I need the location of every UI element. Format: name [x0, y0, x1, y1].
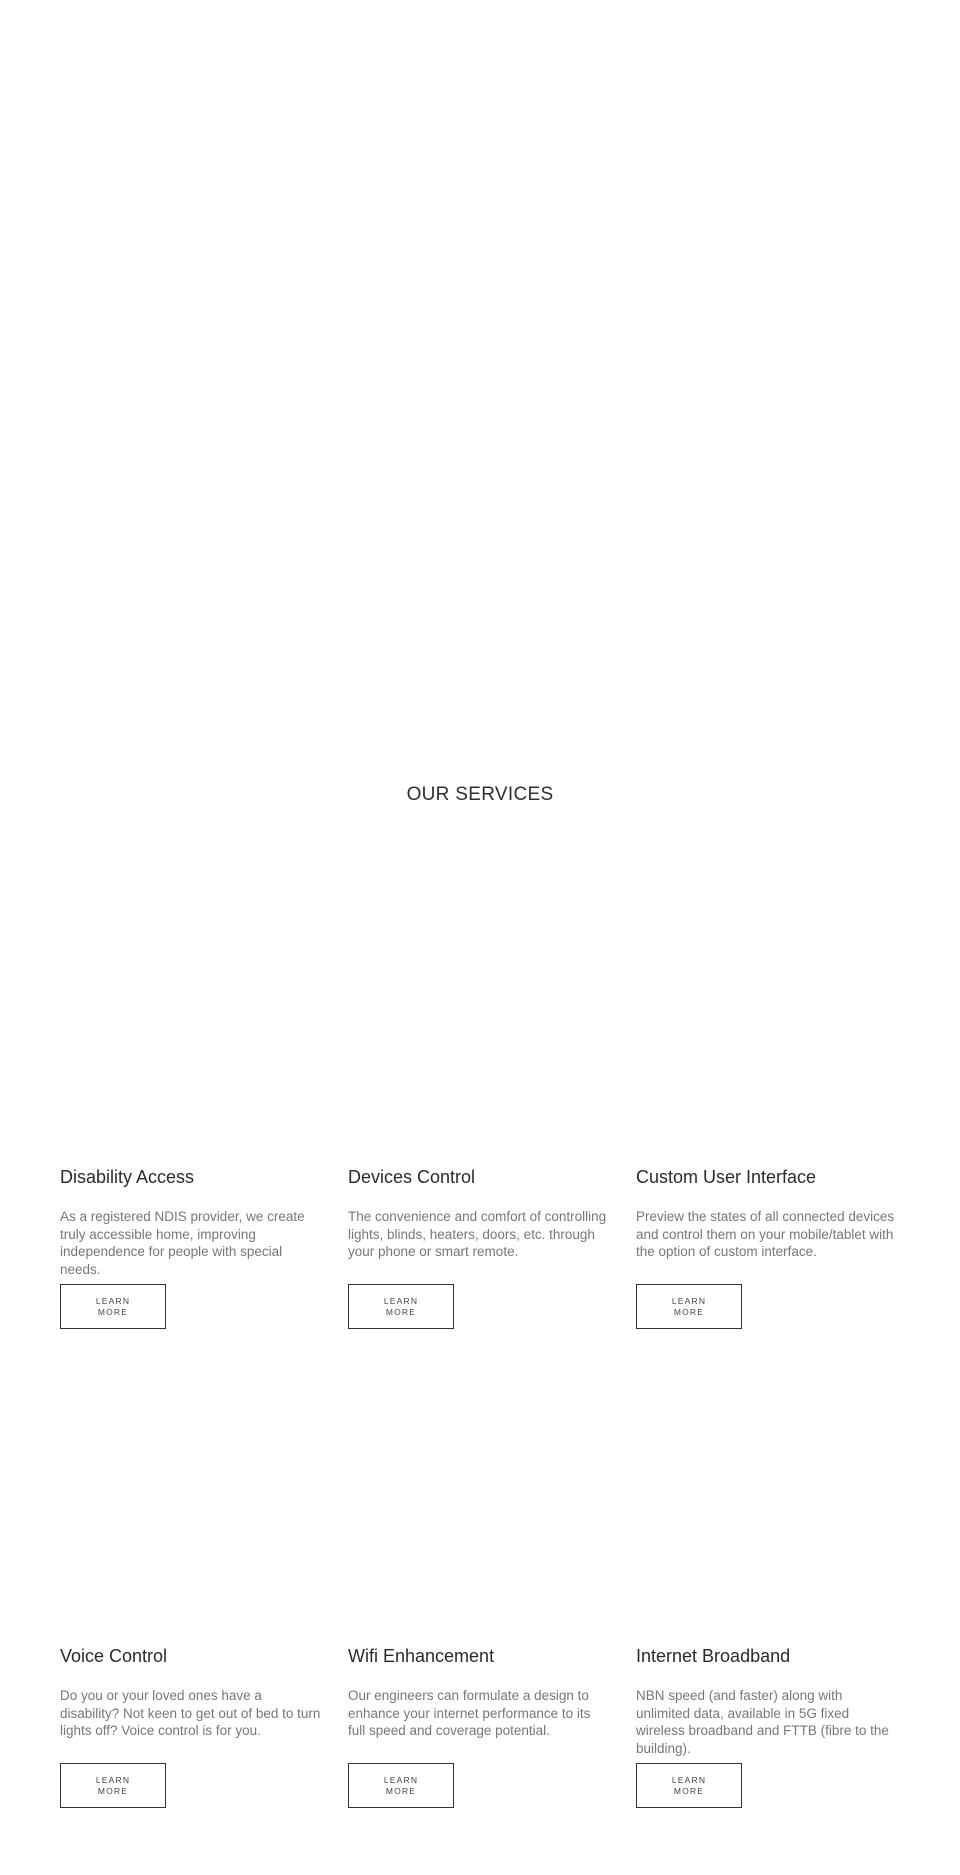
learn-more-button[interactable]: LEARN MORE	[348, 1284, 454, 1329]
hero-area	[0, 0, 960, 760]
learn-more-button[interactable]: LEARN MORE	[636, 1763, 742, 1808]
service-title: Voice Control	[60, 1646, 168, 1666]
service-description: Do you or your loved ones have a disability? Not keen to get out of bed to turn lights off? Voice control is for you.	[60, 1688, 321, 1738]
service-description: NBN speed (and faster) along with unlimited data, available in 5G fixed wireless broadband and FTTB (fibre to the building).	[636, 1688, 889, 1756]
learn-more-button[interactable]: LEARN MORE	[348, 1763, 454, 1808]
section-title: OUR SERVICES	[406, 784, 554, 805]
learn-more-button[interactable]: LEARN MORE	[60, 1763, 166, 1808]
service-description: Our engineers can formulate a design to enhance your internet performance to its full speed and coverage potential.	[348, 1688, 591, 1738]
service-title: Internet Broadband	[636, 1646, 791, 1666]
service-title: Custom User Interface	[636, 1167, 817, 1187]
service-description: Preview the states of all connected devices and control them on your mobile/tablet with the option of custom interface.	[636, 1209, 895, 1259]
service-description: As a registered NDIS provider, we create truly accessible home, improving independence for people with special needs.	[60, 1209, 305, 1277]
service-description: The convenience and comfort of controlling lights, blinds, heaters, doors, etc. through your phone or smart remote.	[348, 1209, 607, 1259]
service-title: Devices Control	[348, 1167, 476, 1187]
learn-more-button[interactable]: LEARN MORE	[60, 1284, 166, 1329]
service-title: Wifi Enhancement	[348, 1646, 495, 1666]
learn-more-button[interactable]: LEARN MORE	[636, 1284, 742, 1329]
service-title: Disability Access	[60, 1167, 195, 1187]
